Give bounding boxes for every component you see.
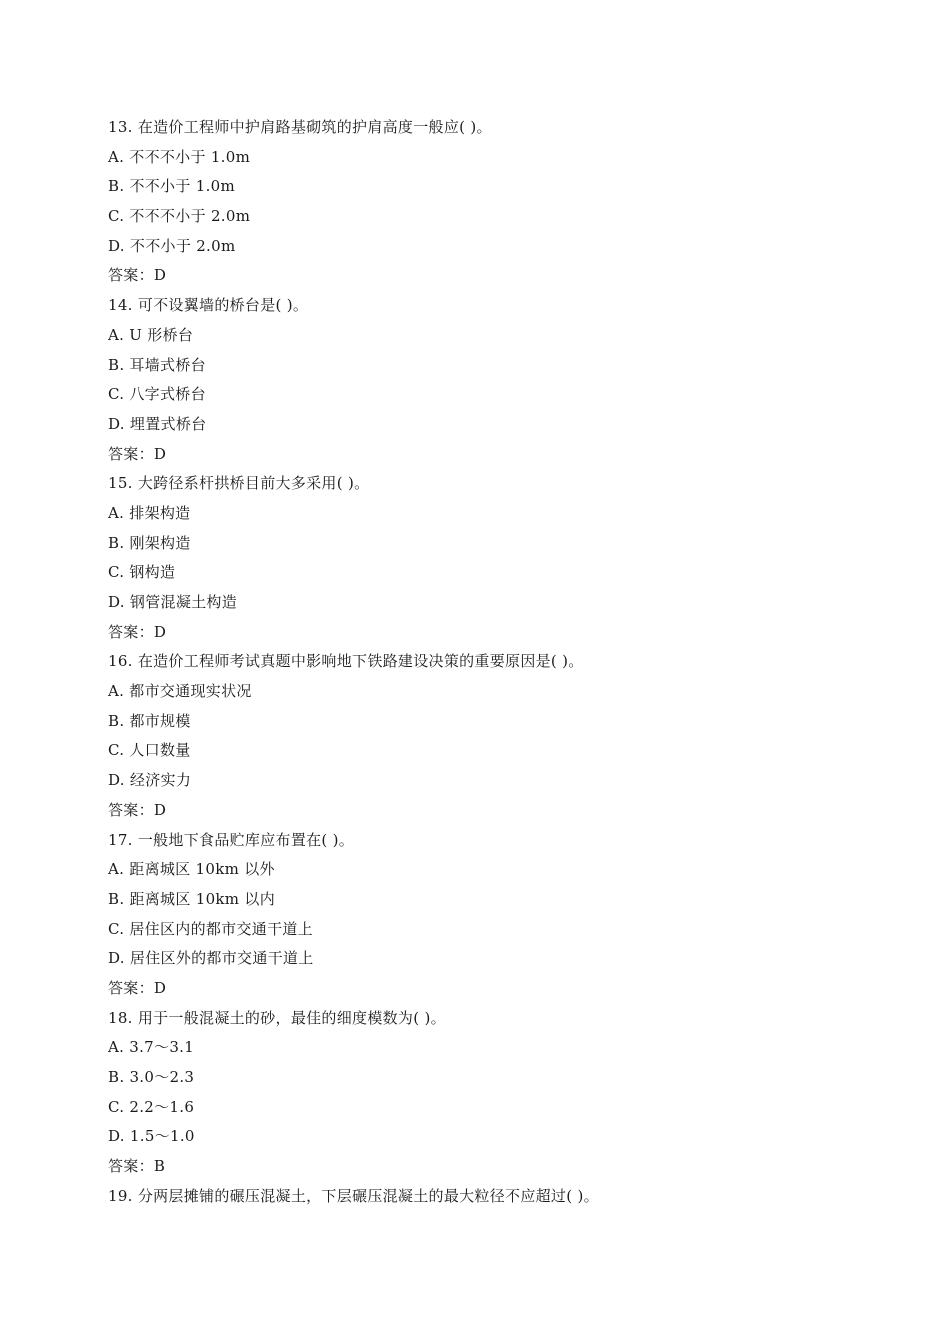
option-d: D. 埋置式桥台	[108, 414, 207, 433]
option-a: A. U 形桥台	[108, 325, 194, 344]
option-c: C. 人口数量	[108, 741, 191, 760]
question-block	[108, 826, 868, 1004]
question-block	[108, 1004, 868, 1182]
question-stem: 16. 在造价工程师考试真题中影响地下铁路建设决策的重要原因是( )。	[108, 652, 584, 671]
question-stem: 19. 分两层摊铺的碾压混凝土，下层碾压混凝土的最大粒径不应超过( )。	[108, 1186, 599, 1205]
option-d: D. 钢管混凝土构造	[108, 593, 238, 611]
document-page	[108, 113, 868, 1211]
question-stem: 17. 一般地下食品贮库应布置在( )。	[108, 830, 355, 849]
question-block	[108, 469, 868, 647]
question-block	[108, 291, 868, 469]
answer-line: 答案：B	[108, 1157, 166, 1176]
option-a: A. 3.7～3.1	[108, 1038, 195, 1057]
option-a: A. 距离城区 10km 以外	[108, 860, 275, 879]
option-c: C. 2.2～1.6	[108, 1097, 195, 1116]
answer-line: 答案：D	[108, 800, 167, 819]
option-d: D. 不不小于 2.0m	[108, 236, 236, 255]
option-b: B. 都市规模	[108, 711, 191, 730]
option-c: C. 居住区内的都市交通干道上	[108, 919, 313, 938]
answer-line: 答案：D	[108, 444, 167, 463]
option-d: D. 1.5～1.0	[108, 1127, 195, 1146]
option-c: C. 钢构造	[108, 563, 176, 582]
option-d: D. 经济实力	[108, 771, 192, 790]
question-block	[108, 647, 868, 825]
answer-line: 答案：D	[108, 266, 167, 285]
question-stem: 14. 可不设翼墙的桥台是( )。	[108, 296, 309, 315]
option-b: B. 距离城区 10km 以内	[108, 889, 275, 908]
question-block	[108, 1182, 868, 1212]
question-stem: 15. 大跨径系杆拱桥目前大多采用( )。	[108, 474, 370, 493]
option-c: C. 不不不小于 2.0m	[108, 207, 251, 226]
option-a: A. 不不不小于 1.0m	[108, 147, 251, 166]
option-b: B. 不不小于 1.0m	[108, 177, 236, 196]
option-b: B. 刚架构造	[108, 533, 191, 552]
option-a: A. 排架构造	[108, 503, 191, 522]
question-block	[108, 113, 868, 291]
option-a: A. 都市交通现实状况	[108, 682, 252, 701]
answer-line: 答案：D	[108, 978, 167, 997]
option-b: B. 3.0～2.3	[108, 1068, 195, 1086]
option-c: C. 八字式桥台	[108, 385, 206, 404]
question-stem: 13. 在造价工程师中护肩路基砌筑的护肩高度一般应( )。	[108, 118, 492, 136]
option-d: D. 居住区外的都市交通干道上	[108, 949, 314, 968]
answer-line: 答案：D	[108, 622, 167, 641]
question-stem: 18. 用于一般混凝土的砂，最佳的细度模数为( )。	[108, 1008, 446, 1027]
option-b: B. 耳墙式桥台	[108, 355, 206, 374]
